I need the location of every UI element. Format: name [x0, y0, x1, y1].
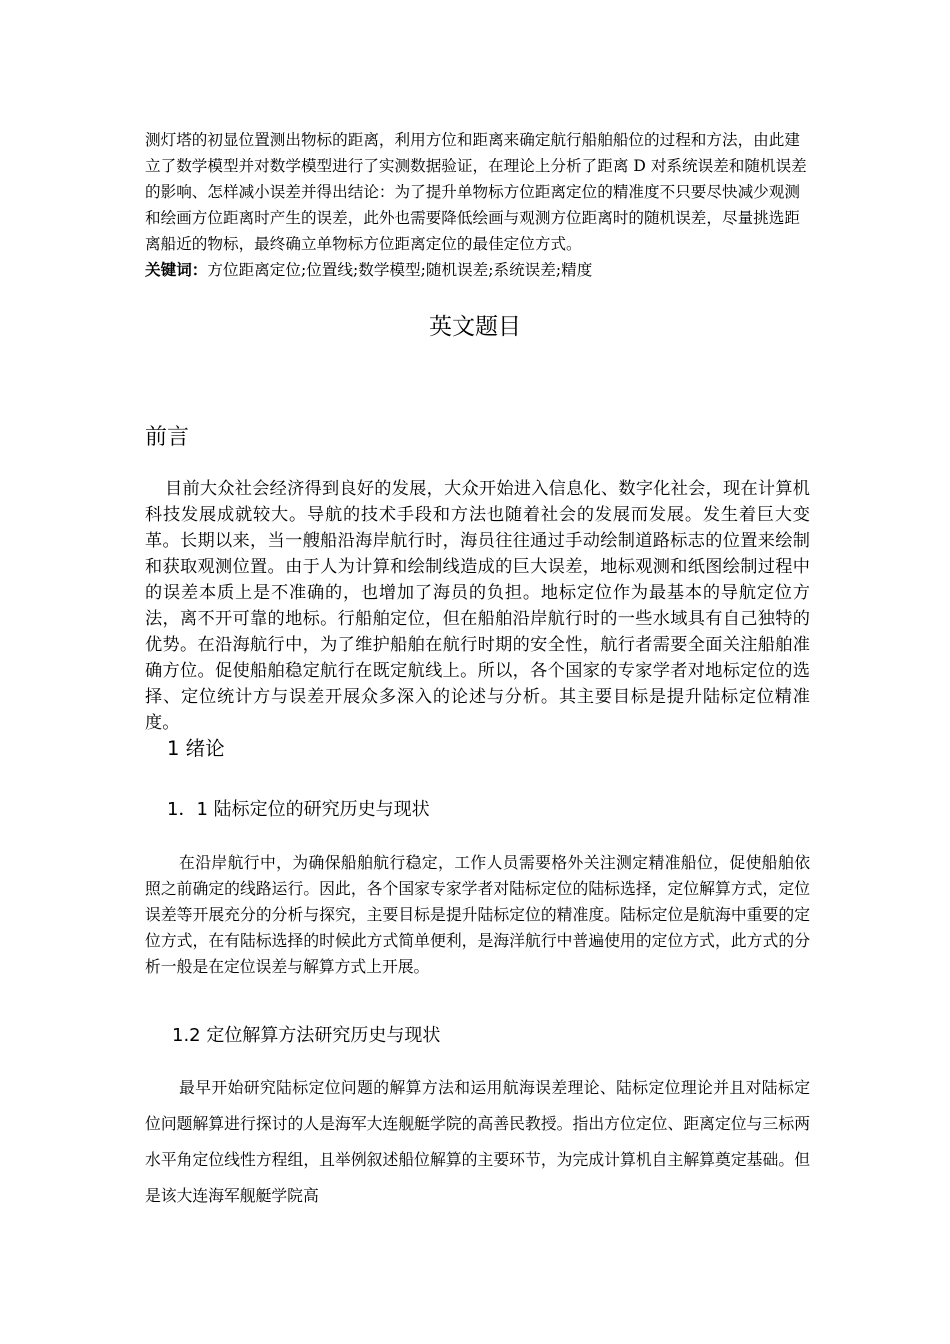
section-1-1-paragraph: 在沿岸航行中，为确保船舶航行稳定，工作人员需要格外关注测定精准船位，促使船舶依照之前确定的线路运行。因此，各个国家专家学者对陆标定位的陆标选择，定位解算方式，定位误差等开展充分的分析与探究，主要目标是提升陆标定位的精准度。陆标定位是航海中重要的定位方式，在有陆标选择的时候此方式简单便利，是海洋航行中普遍使用的定位方式，此方式的分析一般是在定位误差与解算方式上开展。	[145, 853, 810, 976]
english-title: 英文题目	[429, 314, 521, 340]
section-1-2-paragraph: 最早开始研究陆标定位问题的解算方法和运用航海误差理论、陆标定位理论并且对陆标定位问题解算进行探讨的人是海军大连舰艇学院的高善民教授。指出方位定位、距离定位与三标两水平角定位线性方程组，且举例叙述船位解算的主要环节，为完成计算机自主解算奠定基础。但是该大连海军舰艇学院高	[145, 1078, 810, 1205]
chapter-1-heading: 1 绪论	[167, 737, 225, 760]
section-1-2-heading: 1.2 定位解算方法研究历史与现状	[172, 1025, 441, 1046]
keywords-text: 方位距离定位;位置线;数学模型;随机误差;系统误差;精度	[207, 261, 593, 279]
preface-paragraph: 目前大众社会经济得到良好的发展，大众开始进入信息化、数字化社会，现在计算机科技发展成就较大。导航的技术手段和方法也随着社会的发展而发展。发生着巨大变革。长期以来，当一艘船沿海岸航行时，海员往往通过手动绘制道路标志的位置来绘制和获取观测位置。由于人为计算和绘制线造成的巨大误差，地标观测和纸图绘制过程中的误差本质上是不准确的，也增加了海员的负担。地标定位作为最基本的导航定位方法，离不开可靠的地标。行船舶定位，但在船舶沿岸航行时的一些水域具有自己独特的优势。在沿海航行中，为了维护船舶在航行时期的安全性，航行者需要全面关注船舶准确方位。促使船舶稳定航行在既定航线上。所以，各个国家的专家学者对地标定位的选择、定位统计方与误差开展众多深入的论述与分析。其主要目标是提升陆标定位精准度。	[145, 479, 810, 733]
preface-heading: 前言	[145, 425, 190, 450]
abstract-text: 测灯塔的初显位置测出物标的距离，利用方位和距离来确定航行船舶船位的过程和方法，由此建立了数学模型并对数学模型进行了实测数据验证，在理论上分析了距离 D 对系统误差和随机误差的影响、怎样减小误差并得出结论：为了提升单物标方位距离定位的精准度不只要尽快减少观测和绘画方位距离时产生的误差，此外也需要降低绘画与观测方位距离时的随机误差，尽量挑选距离船近的物标，最终确立单物标方位距离定位的最佳定位方式。	[145, 131, 807, 253]
section-1-1-heading: 1．1 陆标定位的研究历史与现状	[167, 799, 430, 820]
abstract-block	[145, 127, 810, 283]
keywords-line	[145, 257, 810, 283]
keywords-label: 关键词：	[145, 261, 208, 279]
